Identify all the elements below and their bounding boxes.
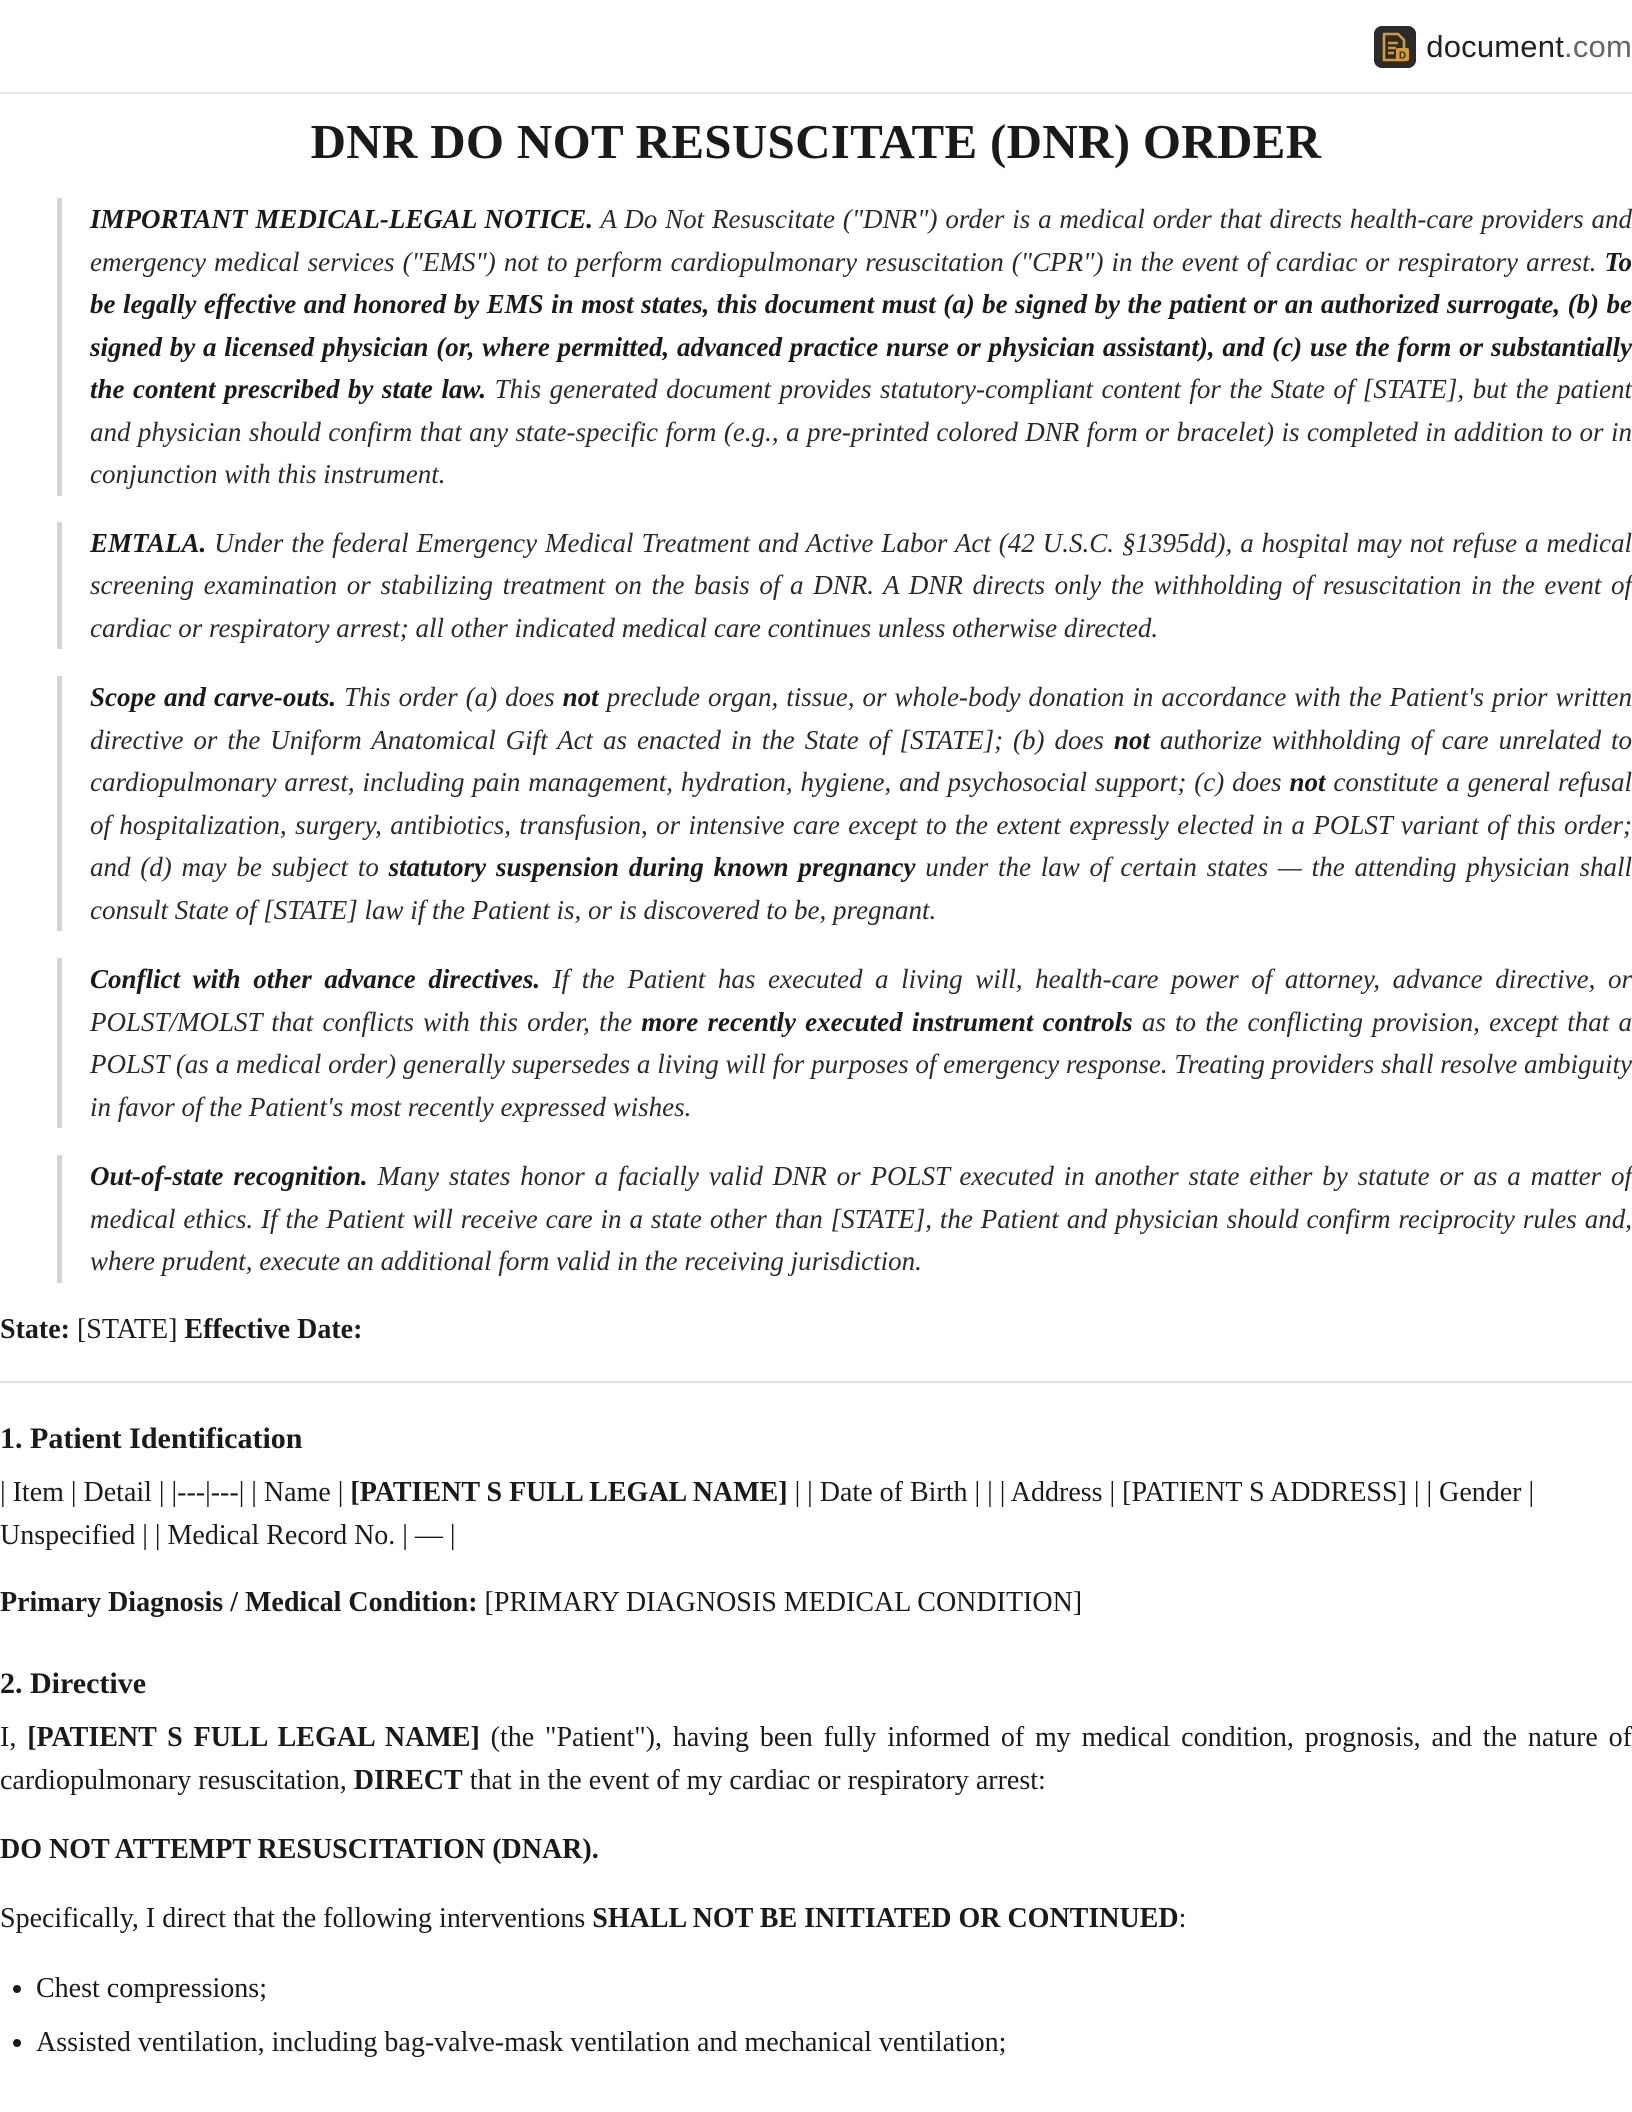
notice-lead: Out-of-state recognition. <box>90 1161 368 1191</box>
notice-text: This order (a) does <box>336 682 563 712</box>
notice-text: If the Patient has executed a living will, health-care power of attorney, advance directive, or POLST/MOLST that conflicts with this order, the <box>90 964 1632 1037</box>
table-text: | Item | Detail | |---|---| | Name | <box>0 1476 351 1508</box>
notice-text: constitute a general refusal of hospitalization, surgery, antibiotics, transfusion, or intensive care except to the extent expressly elected in a POLST variant of this order; and (d) may be subject to <box>90 767 1632 882</box>
section-divider <box>0 1381 1632 1383</box>
notice-bold-text: not <box>1289 767 1326 797</box>
document-title: DNR DO NOT RESUSCITATE (DNR) ORDER <box>310 114 1322 169</box>
directive-text: (the "Patient"), having been fully informed of my medical condition, prognosis, and the nature of cardiopulmonary resuscitation, <box>0 1721 1632 1796</box>
list-item: • Assisted ventilation, including bag-valve-mask ventilation and mechanical ventilation; <box>36 2016 1632 2070</box>
patient-name: [PATIENT S FULL LEGAL NAME] <box>350 1476 788 1508</box>
dnar-text: DO NOT ATTEMPT RESUSCITATION (DNAR). <box>0 1833 599 1865</box>
notice-text: authorize withholding of care unrelated to cardiopulmonary arrest, including pain management, hydration, hygiene, and psychosocial support; (c) does <box>90 724 1632 797</box>
diagnosis-label: Primary Diagnosis / Medical Condition: <box>0 1586 478 1618</box>
directive-paragraph <box>0 1716 1632 1802</box>
notice-out-of-state <box>57 1155 1632 1283</box>
notice-bold-text: To be legally effective and honored by EMS in most states, this document must (a) be signed by the patient or an authorized surrogate, (b) be signed by a licensed physician (or, where permitted, advanced practice nurse or physician assistant), and (c) use the form or substantially the content prescribed by state law. <box>90 246 1632 404</box>
notice-text: Under the federal Emergency Medical Treatment and Active Labor Act (42 U.S.C. §1395dd), a hospital may not refuse a medical screening examination or stabilizing treatment on the basis of a DNR. A DNR directs only the withholding of resuscitation in the event of cardiac or respiratory arrest; all other indicated medical care continues unless otherwise directed. <box>90 527 1632 643</box>
brand-wordmark <box>1426 29 1632 65</box>
primary-diagnosis <box>0 1581 1632 1624</box>
state-value: [STATE] <box>69 1313 185 1345</box>
diagnosis-value: [PRIMARY DIAGNOSIS MEDICAL CONDITION] <box>477 1586 1083 1618</box>
effective-date-label: Effective Date: <box>184 1313 363 1345</box>
notice-lead: Scope and carve-outs. <box>90 682 337 712</box>
directive-text: I, <box>0 1721 28 1753</box>
notice-lead: IMPORTANT MEDICAL-LEGAL NOTICE. <box>90 204 594 234</box>
notice-bold-text: not <box>562 682 599 712</box>
list-item: • Chest compressions; <box>36 1962 1632 2016</box>
notice-text: This generated document provides statutory-compliant content for the State of [STATE], but the patient and physician should confirm that any state-specific form (e.g., a pre-printed colored DNR form or bracelet) is completed in addition to or in conjunction with this instrument. <box>90 374 1632 489</box>
interventions-text: : <box>1178 1902 1187 1934</box>
notice-text: A Do Not Resuscitate ("DNR") order is a medical order that directs health-care providers and emergency medical services ("EMS") not to perform cardiopulmonary resuscitation ("CPR") in the event of cardiac or respiratory arrest. <box>90 204 1632 277</box>
document-body <box>0 92 1632 2070</box>
notice-text: preclude organ, tissue, or whole-body donation in accordance with the Patient's prior written directive or the Uniform Anatomical Gift Act as enacted in the State of [STATE]; (b) does <box>90 682 1632 755</box>
svg-text:D: D <box>1399 50 1407 62</box>
notice-bold-text: not <box>1113 724 1150 755</box>
notice-emtala <box>57 522 1632 650</box>
notice-text: Many states honor a facially valid DNR or POLST executed in another state either by statute or as a matter of medical ethics. If the Patient will receive care in a state other than [STATE], the Patient and physician should confirm reciprocity rules and, where prudent, execute an additional form valid in the receiving jurisdiction. <box>90 1161 1632 1276</box>
brand-name: document <box>1426 29 1565 64</box>
header-bar <box>0 0 1632 94</box>
patient-identification-table <box>0 1471 1632 1557</box>
notice-scope <box>57 676 1632 931</box>
brand-link[interactable] <box>1374 26 1632 68</box>
directive-text: that in the event of my cardiac or respiratory arrest: <box>462 1764 1046 1796</box>
notice-lead: Conflict with other advance directives. <box>90 964 541 994</box>
notice-bold-text: statutory suspension during known pregnancy <box>388 852 916 882</box>
interventions-keyword: SHALL NOT BE INITIATED OR CONTINUED <box>592 1902 1179 1934</box>
notice-text: under the law of certain states — the attending physician shall consult State of [STATE] law if the Patient is, or is discovered to be, pregnant. <box>90 852 1632 925</box>
state-effective-date-line <box>0 1308 1632 1351</box>
notice-conflict <box>57 958 1632 1128</box>
document-logo-icon <box>1374 26 1416 68</box>
interventions-intro <box>0 1897 1632 1940</box>
interventions-list <box>0 1962 1632 2070</box>
brand-tld: .com <box>1564 29 1632 64</box>
state-label: State: <box>0 1313 70 1345</box>
notice-bold-text: more recently executed instrument controls <box>641 1006 1133 1037</box>
section-heading-patient-identification: 1. Patient Identification <box>0 1421 303 1455</box>
table-text: | | Date of Birth | | | Address | [PATIENT S ADDRESS] | | Gender | Unspecified | | Medical Record No. | — | <box>0 1476 1535 1551</box>
notice-text: as to the conflicting provision, except that a POLST (as a medical order) generally supersedes a living will for purposes of emergency response. Treating providers shall resolve ambiguity in favor of the Patient's most recently expressed wishes. <box>90 1006 1632 1122</box>
interventions-text: Specifically, I direct that the following interventions <box>0 1902 593 1934</box>
notice-lead: EMTALA. <box>90 527 207 558</box>
section-heading-directive: 2. Directive <box>0 1666 147 1700</box>
patient-name: [PATIENT S FULL LEGAL NAME] <box>27 1721 480 1753</box>
notice-medical-legal <box>57 198 1632 496</box>
dnar-statement <box>0 1828 1632 1871</box>
directive-keyword: DIRECT <box>353 1764 463 1796</box>
